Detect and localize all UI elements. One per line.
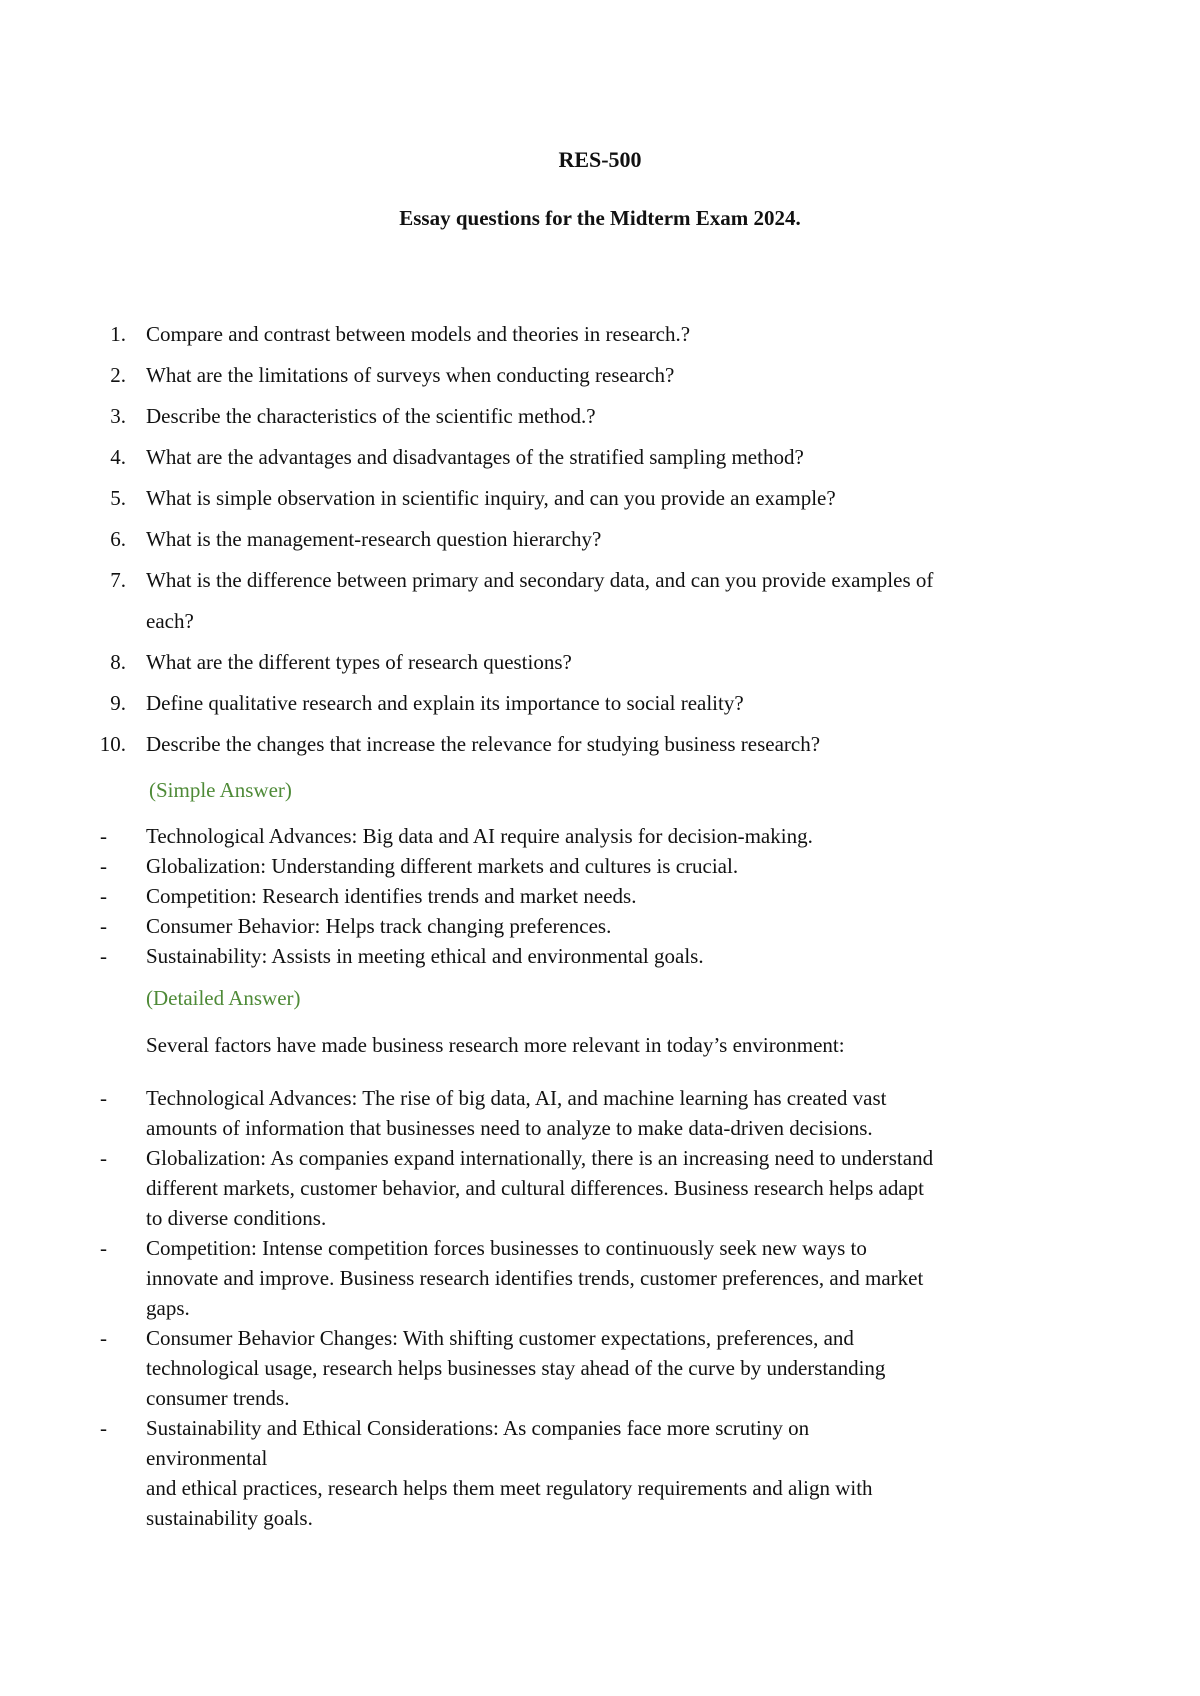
question-item xyxy=(96,519,1066,560)
question-item xyxy=(96,478,1066,519)
bullet-dash: - xyxy=(100,914,107,938)
question-text: Describe the changes that increase the relevance for studying business research? xyxy=(146,732,821,756)
question-number: 10. xyxy=(99,732,126,756)
question-number: 2. xyxy=(110,363,126,387)
question-text: What is the management-research question hierarchy? xyxy=(146,527,602,551)
question-text: What is simple observation in scientific inquiry, and can you provide an example? xyxy=(146,486,836,510)
list-item-line: consumer trends. xyxy=(146,1386,290,1410)
bullet-dash: - xyxy=(100,1146,107,1170)
question-number: 8. xyxy=(110,650,126,674)
list-item-text: Globalization: Understanding different markets and cultures is crucial. xyxy=(146,854,739,878)
question-text-line: What is the difference between primary and secondary data, and can you provide examples of xyxy=(146,568,934,592)
list-item xyxy=(96,1233,1096,1323)
list-item-line: technological usage, research helps businesses stay ahead of the curve by understanding xyxy=(146,1356,886,1380)
list-item xyxy=(96,1143,1096,1233)
detailed-answer-list xyxy=(96,1083,1096,1533)
list-item-text: Sustainability: Assists in meeting ethical and environmental goals. xyxy=(146,944,704,968)
course-code: RES-500 xyxy=(558,147,642,172)
question-number: 6. xyxy=(110,527,126,551)
list-item xyxy=(96,881,1076,911)
question-item xyxy=(96,396,1066,437)
list-item-line: gaps. xyxy=(146,1296,190,1320)
question-text: What are the different types of research questions? xyxy=(146,650,572,674)
question-number: 9. xyxy=(110,691,126,715)
question-text: Define qualitative research and explain its importance to social reality? xyxy=(146,691,744,715)
detailed-answer-intro: Several factors have made business research more relevant in today’s environment: xyxy=(146,1033,845,1057)
list-item-line: Globalization: As companies expand internationally, there is an increasing need to understand xyxy=(146,1146,934,1170)
list-item-text: Technological Advances: Big data and AI require analysis for decision-making. xyxy=(146,824,813,848)
exam-title: Essay questions for the Midterm Exam 2024. xyxy=(399,206,801,230)
bullet-dash: - xyxy=(100,944,107,968)
question-item xyxy=(96,355,1066,396)
bullet-dash: - xyxy=(100,854,107,878)
list-item-line: sustainability goals. xyxy=(146,1506,313,1530)
list-item-line: environmental xyxy=(146,1446,268,1470)
list-item-text: Competition: Research identifies trends and market needs. xyxy=(146,884,637,908)
question-text-line: each? xyxy=(146,609,194,633)
list-item-line: Consumer Behavior Changes: With shifting customer expectations, preferences, and xyxy=(146,1326,854,1350)
bullet-dash: - xyxy=(100,1416,107,1440)
question-number: 3. xyxy=(110,404,126,428)
question-number: 4. xyxy=(110,445,126,469)
list-item xyxy=(96,1323,1096,1413)
list-item xyxy=(96,1083,1096,1143)
detailed-answer-heading: (Detailed Answer) xyxy=(146,986,301,1010)
bullet-dash: - xyxy=(100,1086,107,1110)
list-item xyxy=(96,1413,1096,1533)
question-list xyxy=(96,314,1066,765)
list-item xyxy=(96,851,1076,881)
question-text: Describe the characteristics of the scientific method.? xyxy=(146,404,596,428)
question-item xyxy=(96,683,1066,724)
bullet-dash: - xyxy=(100,1326,107,1350)
list-item xyxy=(96,941,1076,971)
question-text: Compare and contrast between models and theories in research.? xyxy=(146,322,691,346)
list-item-line: different markets, customer behavior, and cultural differences. Business research helps adapt xyxy=(146,1176,925,1200)
question-item xyxy=(96,642,1066,683)
list-item-text: Consumer Behavior: Helps track changing preferences. xyxy=(146,914,612,938)
question-item xyxy=(96,560,1066,642)
simple-answer-heading: (Simple Answer) xyxy=(149,778,292,802)
list-item-line: to diverse conditions. xyxy=(146,1206,327,1230)
question-number: 7. xyxy=(110,568,126,592)
bullet-dash: - xyxy=(100,884,107,908)
question-number: 5. xyxy=(110,486,126,510)
list-item-line: Competition: Intense competition forces businesses to continuously seek new ways to xyxy=(146,1236,867,1260)
question-text: What are the limitations of surveys when conducting research? xyxy=(146,363,675,387)
simple-answer-list xyxy=(96,821,1076,971)
list-item-line: Sustainability and Ethical Considerations: As companies face more scrutiny on xyxy=(146,1416,810,1440)
question-text: What are the advantages and disadvantages of the stratified sampling method? xyxy=(146,445,804,469)
question-item xyxy=(96,314,1066,355)
list-item-line: innovate and improve. Business research identifies trends, customer preferences, and market xyxy=(146,1266,924,1290)
question-item xyxy=(96,437,1066,478)
list-item-line: Technological Advances: The rise of big data, AI, and machine learning has created vast xyxy=(146,1086,887,1110)
list-item xyxy=(96,911,1076,941)
list-item xyxy=(96,821,1076,851)
question-item xyxy=(96,724,1066,765)
list-item-line: and ethical practices, research helps them meet regulatory requirements and align with xyxy=(146,1476,873,1500)
list-item-line: amounts of information that businesses need to analyze to make data-driven decisions. xyxy=(146,1116,873,1140)
question-number: 1. xyxy=(110,322,126,346)
bullet-dash: - xyxy=(100,1236,107,1260)
bullet-dash: - xyxy=(100,824,107,848)
